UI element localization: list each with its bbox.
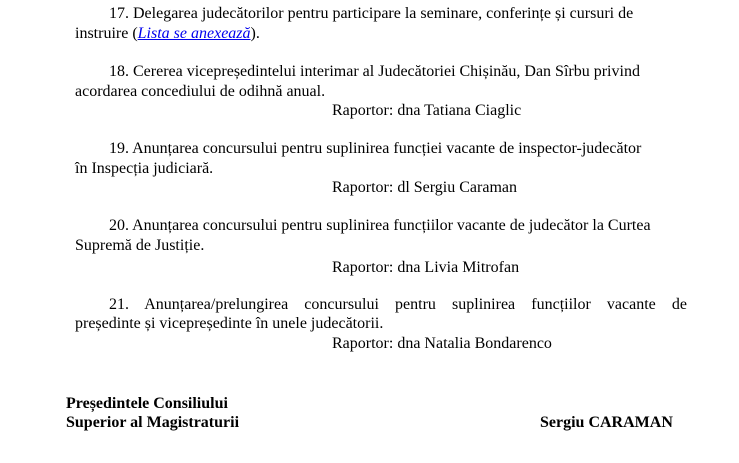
agenda-item-17-line-2 [75, 24, 260, 44]
signatory-name: Sergiu CARAMAN [540, 414, 673, 431]
annex-list-link[interactable]: Lista se anexează [137, 25, 251, 42]
signatory-title-line-2: Superior al Magistraturii [66, 414, 240, 431]
agenda-item-21-rapporteur: Raportor: dna Natalia Bondarenco [332, 335, 552, 352]
agenda-item-20-line-1: 20. Anunțarea concursului pentru suplinirea funcțiilor vacante de judecător la Curtea [109, 217, 651, 234]
agenda-item-18-line-2: acordarea concediului de odihnă anual. [75, 83, 326, 100]
agenda-item-21-line-1: 21. Anunțarea/prelungirea concursului pentru suplinirea funcțiilor vacante de [109, 296, 687, 313]
agenda-item-21-line-2: președinte și vicepreședinte în unele judecătorii. [75, 315, 384, 332]
agenda-item-19-rapporteur: Raportor: dl Sergiu Caraman [332, 179, 517, 196]
agenda-item-19-line-1: 19. Anunțarea concursului pentru suplinirea funcției vacante de inspector-judecător [109, 140, 642, 157]
agenda-item-20-rapporteur: Raportor: dna Livia Mitrofan [332, 259, 520, 276]
agenda-item-18-line-1: 18. Cererea vicepreședintelui interimar al Judecătoriei Chișinău, Dan Sîrbu privind [109, 63, 640, 80]
agenda-item-17-text-after-link: ). [250, 25, 260, 42]
agenda-item-17-text-before-link: instruire ( [75, 25, 138, 42]
agenda-item-18-rapporteur: Raportor: dna Tatiana Ciaglic [332, 102, 522, 119]
signatory-title-line-1: Președintele Consiliului [66, 395, 228, 412]
agenda-item-19-line-2: în Inspecția judiciară. [75, 160, 214, 177]
agenda-item-17-line-1: 17. Delegarea judecătorilor pentru participare la seminare, conferințe și cursuri de [109, 5, 634, 22]
agenda-item-20-line-2: Supremă de Justiție. [75, 237, 205, 254]
